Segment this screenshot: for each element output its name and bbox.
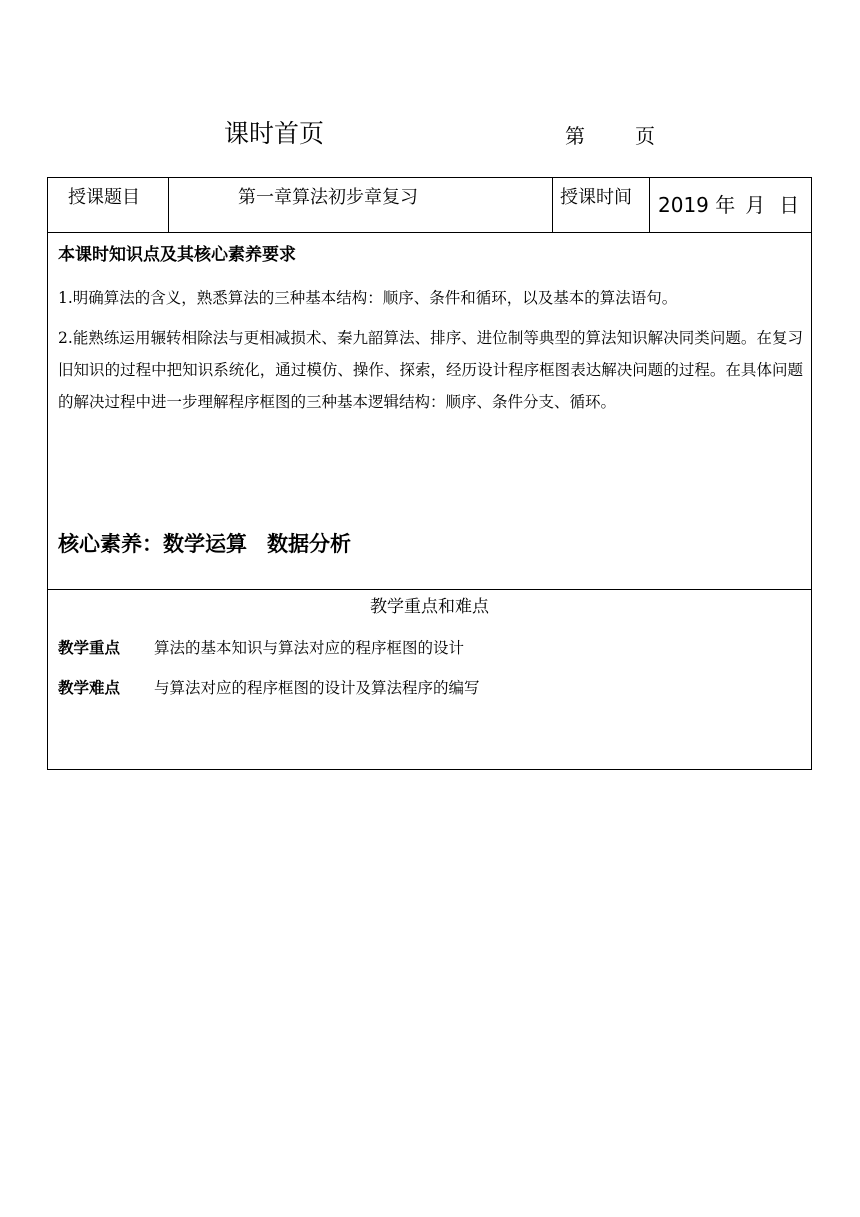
page-number-suffix: 页 [635,124,655,148]
column-divider [168,178,169,233]
key-points-heading: 教学重点和难点 [370,597,489,617]
date-year: 2019 [658,193,709,217]
lesson-table [47,177,812,770]
time-label: 授课时间 [560,187,632,208]
core-literacy-label: 核心素养： [58,532,163,556]
page-number [565,122,655,150]
teaching-focus-row [58,636,464,660]
knowledge-item-1: 1.明确算法的含义，熟悉算法的三种基本结构：顺序、条件和循环，以及基本的算法语句。 [58,289,678,307]
row-divider [48,232,811,233]
teaching-focus-text: 算法的基本知识与算法对应的程序框图的设计 [154,639,465,657]
core-literacy [58,530,351,558]
column-divider [552,178,553,233]
core-literacy-item: 数学运算 [163,532,247,556]
row-divider [48,589,811,590]
page-title: 课时首页 [224,119,325,148]
knowledge-heading: 本课时知识点及其核心素养要求 [58,245,296,265]
date-year-unit: 年 [715,193,736,217]
teaching-focus-label: 教学重点 [58,639,121,657]
lesson-date [658,193,799,217]
core-literacy-item: 数据分析 [267,532,351,556]
teaching-difficulty-label: 教学难点 [58,679,121,697]
subject-value: 第一章算法初步章复习 [238,187,418,208]
subject-label: 授课题目 [68,187,140,208]
knowledge-item-2: 2.能熟练运用辗转相除法与更相减损术、秦九韶算法、排序、进位制等典型的算法知识解决同类问题。在复习旧知识的过程中把知识系统化，通过模仿、操作、探索，经历设计程序框图表达解决问题的过程。在具体问题的解决过程中进一步理解程序框图的三种基本逻辑结构：顺序、条件分支、循环。 [58,329,803,411]
column-divider [649,178,650,233]
teaching-difficulty-row [58,676,480,700]
date-day-unit: 日 [779,193,800,217]
teaching-difficulty-text: 与算法对应的程序框图的设计及算法程序的编写 [154,679,480,697]
date-month-unit: 月 [745,193,766,217]
page-number-prefix: 第 [565,124,585,148]
